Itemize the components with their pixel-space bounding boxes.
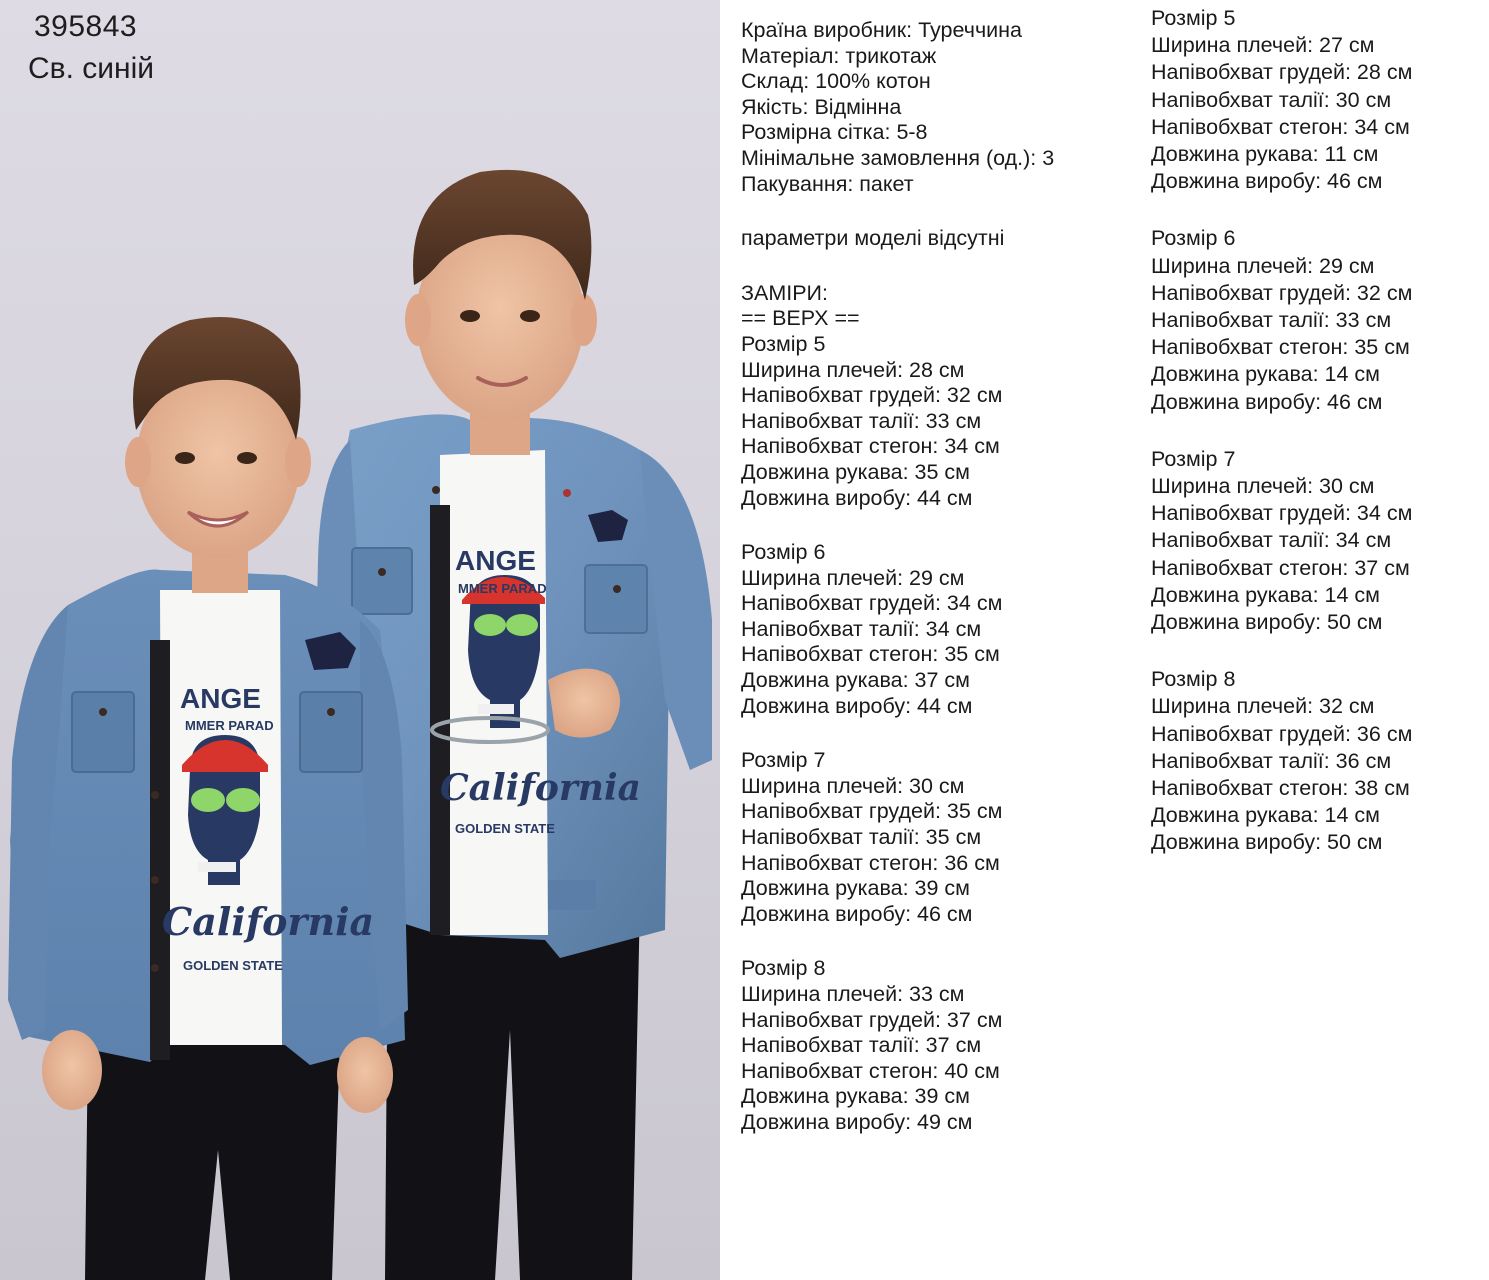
size-table-right-6 [1151, 225, 1481, 415]
small-shirt-print-top-text: ANGE [180, 683, 261, 714]
detail-min-order: Мінімальне замовлення (од.): 3 [741, 145, 1055, 170]
size-row: Довжина рукава: 14 см [1151, 362, 1380, 387]
size-table-left-5 [741, 332, 1131, 511]
size-row: Напівобхват стегон: 34 см [741, 434, 1000, 459]
size-label: Розмір 5 [741, 331, 826, 356]
detail-packaging: Пакування: пакет [741, 171, 914, 196]
small-shirt-print-sub-text: MMER PARAD [185, 718, 274, 733]
size-row: Напівобхват стегон: 35 см [741, 642, 1000, 667]
size-label: Розмір 8 [1151, 667, 1236, 692]
size-row: Напівобхват талії: 33 см [1151, 308, 1392, 333]
small-shirt-print-script-text: California [162, 899, 375, 944]
measurements-title: ЗАМІРИ: [741, 280, 828, 305]
size-row: Ширина плечей: 33 см [741, 982, 965, 1006]
size-row: Довжина рукава: 14 см [1151, 582, 1380, 607]
size-row: Напівобхват грудей: 36 см [1151, 721, 1413, 746]
size-row: Напівобхват стегон: 35 см [1151, 335, 1410, 360]
size-row: Напівобхват грудей: 37 см [741, 1007, 1003, 1032]
model-note: параметри моделі відсутні [741, 226, 1005, 251]
size-label: Розмір 6 [741, 540, 826, 565]
size-row: Довжина рукава: 37 см [741, 668, 970, 693]
size-row: Довжина виробу: 44 см [741, 693, 973, 718]
size-row: Ширина плечей: 32 см [1151, 694, 1375, 719]
detail-country: Країна виробник: Туреччина [741, 18, 1022, 42]
product-details-column [741, 18, 1131, 1136]
size-row: Напівобхват стегон: 36 см [741, 850, 1000, 875]
size-row: Довжина рукава: 35 см [741, 459, 970, 484]
detail-size-range: Розмірна сітка: 5-8 [741, 120, 928, 145]
size-label: Розмір 7 [1151, 446, 1236, 471]
detail-composition: Склад: 100% котон [741, 69, 931, 94]
shirt-print-sub-text: MMER PARAD [458, 581, 547, 596]
size-row: Напівобхват грудей: 35 см [741, 799, 1003, 824]
size-table-left-7 [741, 748, 1131, 927]
size-row: Довжина рукава: 14 см [1151, 803, 1380, 828]
size-row: Ширина плечей: 27 см [1151, 33, 1375, 58]
size-row: Ширина плечей: 29 см [741, 565, 965, 590]
size-row: Довжина рукава: 39 см [741, 876, 970, 901]
small-shirt-print-bottom-text: GOLDEN STATE [183, 958, 283, 973]
size-row: Ширина плечей: 30 см [741, 773, 965, 798]
size-row: Напівобхват талії: 36 см [1151, 748, 1392, 773]
shirt-print-top-text: ANGE [455, 545, 536, 576]
size-row: Довжина рукава: 11 см [1151, 142, 1379, 167]
detail-quality: Якість: Відмінна [741, 94, 902, 119]
size-row: Напівобхват грудей: 28 см [1151, 60, 1413, 85]
shirt-print-bottom-text: GOLDEN STATE [455, 821, 555, 836]
product-color: Св. синій [28, 52, 155, 85]
size-row: Напівобхват стегон: 38 см [1151, 776, 1410, 801]
size-row: Напівобхват талії: 30 см [1151, 87, 1392, 112]
size-table-right-5 [1151, 5, 1481, 195]
size-label: Розмір 8 [741, 956, 826, 981]
size-row: Довжина виробу: 46 см [741, 901, 973, 926]
size-row: Напівобхват грудей: 32 см [1151, 280, 1413, 305]
size-label: Розмір 6 [1151, 226, 1236, 251]
size-row: Напівобхват грудей: 34 см [741, 591, 1003, 616]
size-row: Ширина плечей: 29 см [1151, 253, 1375, 278]
size-row: Довжина виробу: 46 см [1151, 389, 1383, 414]
size-table-left-6 [741, 540, 1131, 719]
size-tables-column [1151, 5, 1481, 857]
product-photo [0, 0, 720, 1280]
top-section-header: == ВЕРХ == [741, 306, 860, 331]
size-row: Довжина виробу: 50 см [1151, 610, 1383, 635]
size-label: Розмір 7 [741, 748, 826, 773]
size-label: Розмір 5 [1151, 6, 1236, 30]
size-row: Довжина виробу: 46 см [1151, 169, 1383, 194]
size-table-right-7 [1151, 446, 1481, 636]
product-photo-illustration [0, 0, 720, 1280]
size-table-left-8 [741, 956, 1131, 1135]
size-row: Ширина плечей: 30 см [1151, 474, 1375, 499]
size-table-right-8 [1151, 666, 1481, 856]
detail-material: Матеріал: трикотаж [741, 43, 937, 68]
size-row: Ширина плечей: 28 см [741, 357, 965, 382]
size-row: Напівобхват талії: 37 см [741, 1033, 982, 1058]
size-row: Напівобхват грудей: 34 см [1151, 501, 1413, 526]
size-row: Довжина виробу: 50 см [1151, 830, 1383, 855]
size-row: Напівобхват талії: 33 см [741, 408, 982, 433]
size-row: Напівобхват талії: 34 см [741, 616, 982, 641]
size-row: Напівобхват стегон: 37 см [1151, 555, 1410, 580]
size-row: Напівобхват талії: 35 см [741, 825, 982, 850]
size-row: Напівобхват грудей: 32 см [741, 383, 1003, 408]
product-code: 395843 [34, 10, 138, 43]
size-row: Довжина рукава: 39 см [741, 1084, 970, 1109]
size-row: Напівобхват талії: 34 см [1151, 528, 1392, 553]
size-row: Напівобхват стегон: 40 см [741, 1058, 1000, 1083]
size-row: Довжина виробу: 49 см [741, 1109, 973, 1134]
size-row: Напівобхват стегон: 34 см [1151, 114, 1410, 139]
size-row: Довжина виробу: 44 см [741, 485, 973, 510]
shirt-print-script-text: California [440, 767, 641, 809]
